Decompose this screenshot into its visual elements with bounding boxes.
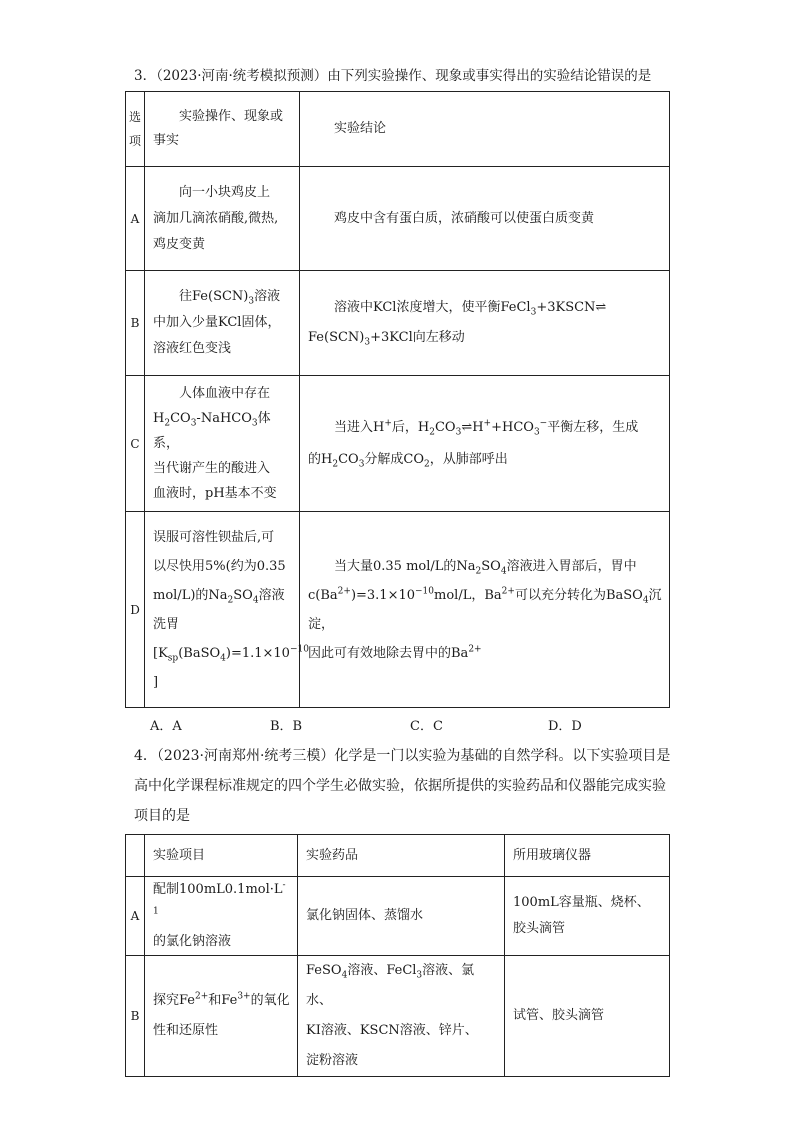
row-item: 探究$Fe^{2+}$和$Fe^{3+}$的氧化 性和还原性 [145,956,298,1077]
choice-b[interactable]: B．B [270,719,303,734]
row-glassware: 100mL容量瓶、烧杯、 胶头滴管 [505,877,670,956]
row-glassware: 试管、胶头滴管 [505,956,670,1077]
question-3-stem: 3．（2023·河南·统考模拟预测）由下列实验操作、现象或事实得出的实验结论错误的是 [134,68,652,84]
question-4-stem-line-3: 项目的是 [134,808,190,824]
header-glassware: 所用玻璃仪器 [505,835,670,877]
row-conclusion: 溶液中KCl浓度增大，使平衡FeCl$_3$+3KSCN⇌ $Fe(SCN)_3+3KCl$向左移动 [300,271,670,376]
table-header-row [126,835,670,877]
row-reagents: FeSO$_4$溶液、FeCl$_3$溶液、氯水、 KI溶液、KSCN溶液、锌片、 淀粉溶液 [298,956,505,1077]
table-header-row [126,92,670,167]
row-option: C [126,376,145,512]
row-option: A [126,167,145,271]
row-option: B [126,956,145,1077]
row-operation: 向一小块鸡皮上 滴加几滴浓硝酸,微热, 鸡皮变黄 [145,167,300,271]
table-row [126,512,670,708]
header-option: 选 项 [126,92,145,167]
row-option: B [126,271,145,376]
row-conclusion: 当进入H+后，$H_2CO_3\rightleftharpoons H^++HCO_3^-$平衡左移，生成 的$H_2CO_3$分解成$CO_2$，从肺部呼出 [300,376,670,512]
choice-c[interactable]: C．C [410,719,443,734]
header-reagents: 实验药品 [298,835,505,877]
row-reagents: 氯化钠固体、蒸馏水 [298,877,505,956]
question-4-stem-line-2: 高中化学课程标准规定的四个学生必做实验，依据所提供的实验药品和仪器能完成实验 [134,778,666,794]
row-option: D [126,512,145,708]
header-conclusion: 实验结论 [300,92,670,167]
choice-a[interactable]: A．A [150,719,182,734]
choice-d[interactable]: D．D [548,719,582,734]
row-item: 配制$100mL0.1mol\cdot L^{-1}$ 的氯化钠溶液 [145,877,298,956]
table-row [126,376,670,512]
header-operation: 实验操作、现象或 事实 [145,92,300,167]
row-conclusion: 鸡皮中含有蛋白质，浓硝酸可以使蛋白质变黄 [300,167,670,271]
row-conclusion: 当大量0.35 mol/L的$Na_2SO_4$溶液进入胃部后，胃中 $c(Ba^{2+})=3.1\times 10^{-10}mol/L$，$Ba^{2+}$可以充分转化为BaSO$_4$沉淀， 因此可有效地除去胃中的$Ba^{2+}$ [300,512,670,708]
table-row [126,271,670,376]
table-row [126,956,670,1077]
table-row [126,877,670,956]
row-option: A [126,877,145,956]
row-operation: 人体血液中存在 $H_2CO_3-NaHCO_3$体系， 当代谢产生的酸进入 血液时，pH基本不变 [145,376,300,512]
question-4-stem-line-1: 4．（2023·河南郑州·统考三模）化学是一门以实验为基础的自然学科。以下实验项目是 [134,748,671,764]
question-4-table [125,834,670,1077]
table-row [126,167,670,271]
row-operation: 往$Fe(SCN)_3$溶液 中加入少量KCl固体， 溶液红色变浅 [145,271,300,376]
question-3-table [125,91,670,708]
header-item: 实验项目 [145,835,298,877]
row-operation: 误服可溶性钡盐后,可 以尽快用5%(约为0.35 mol/L)的$Na_2SO_4$溶液 洗胃 [$K_{sp}(BaSO_4)=1.1\times 10^{-10}$ ] [145,512,300,708]
header-option [126,835,145,877]
